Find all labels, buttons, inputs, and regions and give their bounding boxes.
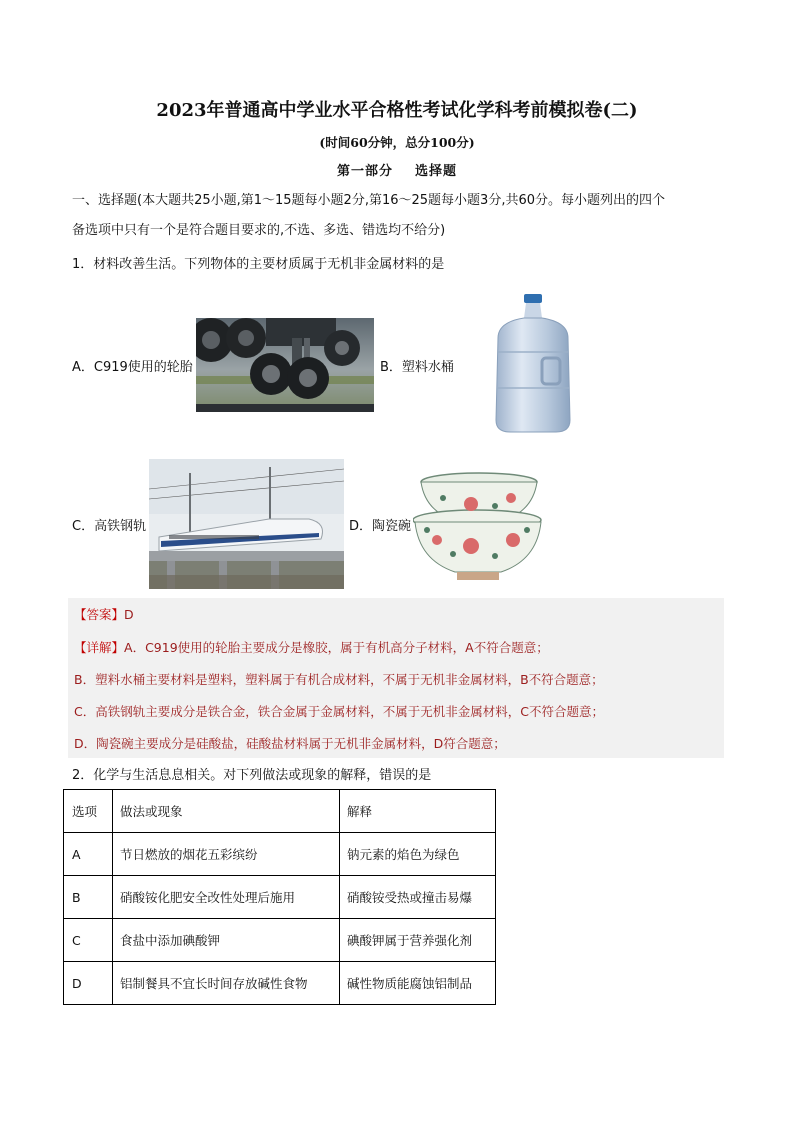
- option-b-label: B．塑料水桶: [380, 360, 454, 375]
- table-cell: 硝酸铵化肥安全改性处理后施用: [113, 876, 340, 919]
- table-cell: D: [64, 962, 113, 1005]
- landing-gear-image: [196, 318, 374, 412]
- table-cell: 硝酸铵受热或撞击易爆: [340, 876, 496, 919]
- table-cell: C: [64, 919, 113, 962]
- table-header-cell: 做法或现象: [113, 790, 340, 833]
- table-row: [64, 919, 496, 962]
- table-header-row: [64, 790, 496, 833]
- table-cell: 食盐中添加碘酸钾: [113, 919, 340, 962]
- page-subtitle: (时间60分钟，总分100分): [319, 135, 475, 150]
- answer-value: D: [124, 607, 134, 622]
- option-a-label: A．C919使用的轮胎: [72, 360, 193, 375]
- explanation-a: A．C919使用的轮胎主要成分是橡胶，属于有机高分子材料，A不符合题意；: [124, 640, 549, 655]
- table-cell: 钠元素的焰色为绿色: [340, 833, 496, 876]
- table-row: [64, 833, 496, 876]
- table-row: [64, 962, 496, 1005]
- option-d-label: D．陶瓷碗: [349, 519, 412, 534]
- answer-tag: 【答案】: [74, 607, 125, 622]
- table-cell: 碘酸钾属于营养强化剂: [340, 919, 496, 962]
- question-2-stem: 2．化学与生活息息相关。对下列做法或现象的解释，错误的是: [72, 768, 432, 783]
- explanation-c: C．高铁钢轨主要成分是铁合金，铁合金属于金属材料，不属于无机非金属材料，C不符合题意；: [74, 704, 604, 719]
- question-2-table: [63, 789, 496, 1005]
- table-cell: 节日燃放的烟花五彩缤纷: [113, 833, 340, 876]
- instructions-line-2: 备选项中只有一个是符合题目要求的,不选、多选、错选均不给分): [72, 223, 446, 238]
- table-cell: B: [64, 876, 113, 919]
- answer-line: [74, 605, 134, 623]
- detail-line-a: [74, 638, 549, 656]
- table-row: [64, 876, 496, 919]
- table-header-cell: 选项: [64, 790, 113, 833]
- explanation-b: B．塑料水桶主要材料是塑料，塑料属于有机合成材料，不属于无机非金属材料，B不符合题意；: [74, 672, 604, 687]
- detail-tag: 【详解】: [74, 640, 125, 655]
- explanation-d: D．陶瓷碗主要成分是硅酸盐，硅酸盐材料属于无机非金属材料，D符合题意；: [74, 736, 506, 751]
- ceramic-bowls-image: [413, 470, 543, 582]
- train-image: [149, 459, 344, 589]
- table-cell: A: [64, 833, 113, 876]
- table-cell: 铝制餐具不宜长时间存放碱性食物: [113, 962, 340, 1005]
- water-jug-image: [492, 292, 574, 434]
- question-1-stem: 1．材料改善生活。下列物体的主要材质属于无机非金属材料的是: [72, 257, 445, 272]
- instructions-line-1: 一、选择题(本大题共25小题,第1～15题每小题2分,第16～25题每小题3分,共60分。每小题列出的四个: [72, 193, 665, 208]
- table-header-cell: 解释: [340, 790, 496, 833]
- table-cell: 碱性物质能腐蚀铝制品: [340, 962, 496, 1005]
- section-heading: 第一部分 选择题: [336, 164, 458, 179]
- page-title: 2023年普通高中学业水平合格性考试化学科考前模拟卷(二): [156, 100, 638, 121]
- option-c-label: C．高铁钢轨: [72, 519, 147, 534]
